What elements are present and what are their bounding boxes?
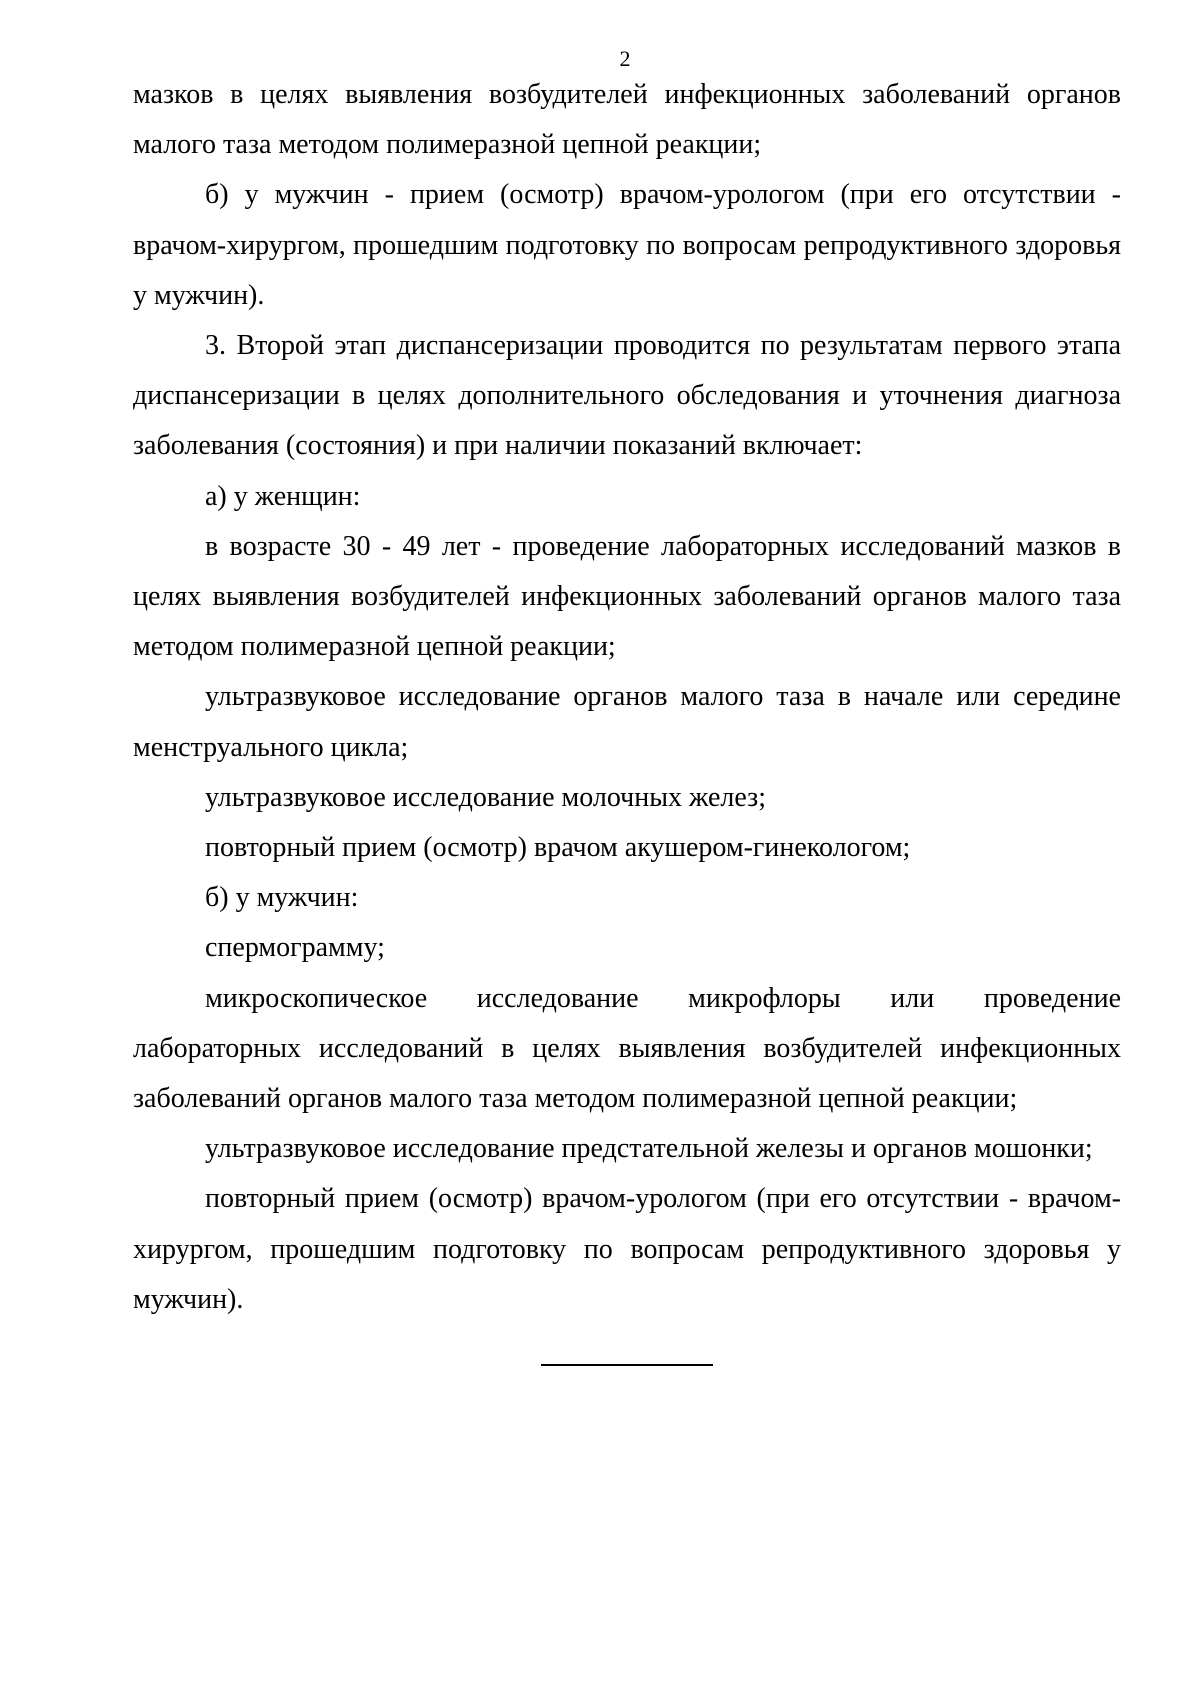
paragraph-men-prostate-ultrasound: ультразвуковое исследование предстательной железы и органов мошонки; — [205, 1133, 1093, 1165]
paragraph-men-microscopy: микроскопическое исследование микрофлоры или проведение лабораторных исследований в целях выявления возбудителей инфекционных заболеваний органов малого таза методом полимеразной цепной реакции; — [133, 982, 1121, 1115]
paragraph-women-heading: а) у женщин: — [205, 480, 361, 512]
paragraph-women-breast-ultrasound: ультразвуковое исследование молочных желез; — [205, 781, 767, 813]
paragraph-second-stage: 3. Второй этап диспансеризации проводится по результатам первого этапа диспансеризации в целях дополнительного обследования и уточнения диагноза заболевания (состояния) и при наличии показаний включает: — [133, 330, 1121, 462]
paragraph-men-repeat-visit: повторный прием (осмотр) врачом-урологом (при его отсутствии - врачом-хирургом, прошедшим подготовку по вопросам репродуктивного здоровья у мужчин). — [133, 1183, 1121, 1315]
page-number: 2 — [619, 46, 631, 71]
paragraph-continuation: мазков в целях выявления возбудителей инфекционных заболеваний органов малого таза методом полимеразной цепной реакции; — [133, 79, 1121, 161]
paragraph-women-pelvic-ultrasound: ультразвуковое исследование органов малого таза в начале или середине менструального цикла; — [133, 681, 1121, 763]
paragraph-women-repeat-visit: повторный прием (осмотр) врачом акушером-гинекологом; — [205, 832, 911, 864]
paragraph-men-spermogram: спермограмму; — [205, 932, 385, 964]
end-of-document-rule — [541, 1364, 713, 1366]
paragraph-men-urologist: б) у мужчин - прием (осмотр) врачом-урологом (при его отсутствии - врачом-хирургом, прошедшим подготовку по вопросам репродуктивного здоровья у мужчин). — [133, 179, 1121, 311]
document-body — [133, 70, 1121, 1325]
paragraph-men-heading: б) у мужчин: — [205, 882, 359, 914]
paragraph-women-smears: в возрасте 30 - 49 лет - проведение лабораторных исследований мазков в целях выявления возбудителей инфекционных заболеваний органов малого таза методом полимеразной цепной реакции; — [133, 530, 1121, 663]
